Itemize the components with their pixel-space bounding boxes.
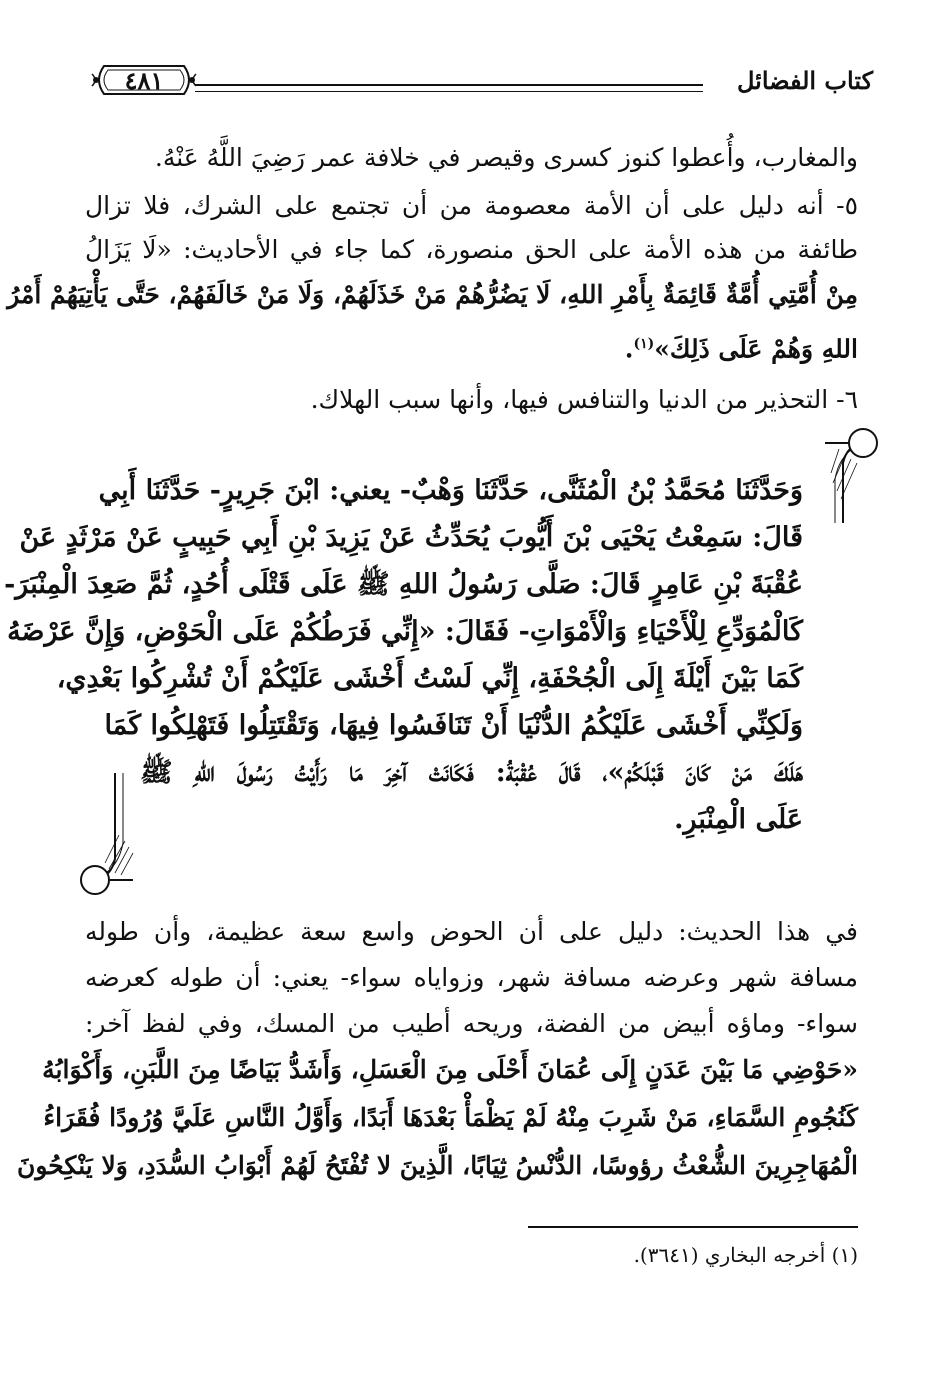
intro-line: والمغارب، وأُعطوا كنوز كسرى وقيصر في خلافة عمر رَضِيَ اللَّهُ عَنْهُ.: [154, 143, 858, 172]
point6-line: ٦- التحذير من الدنيا والتنافس فيها، وأنها سبب الهلاك.: [310, 385, 858, 414]
point5-line4-text: اللهِ وَهُمْ عَلَى ذَلِكَ»: [654, 334, 858, 364]
hadith-line: هَلَكَ مَنْ كَانَ قَبْلَكُمْ»، قَالَ عُقْبَةُ: فَكَانَتْ آخِرَ مَا رَأَيْتُ رَسُولَ اللهِ ﷺ: [140, 757, 803, 788]
commentary-line: سواء- وماؤه أبيض من الفضة، وريحه أطيب من المسك، وفي لفظ آخر:: [85, 1009, 858, 1038]
point5-line3: مِنْ أُمَّتِي أُمَّةٌ قَائِمَةٌ بِأَمْرِ اللهِ، لَا يَضُرُّهُمْ مَنْ خَذَلَهُمْ، وَلَا مَنْ خَالَفَهُمْ، حَتَّى يَأْتِيَهُمْ أَمْرُ: [7, 280, 858, 309]
hadith-line: كَمَا بَيْنَ أَيْلَةَ إِلَى الْجُحْفَةِ، إِنِّي لَسْتُ أَخْشَى عَلَيْكُمْ أَنْ تُشْرِكُوا بَعْدِي،: [56, 663, 803, 694]
footnote: (١) أخرجه البخاري (٣٦٤١).: [633, 1243, 858, 1267]
commentary-line: الْمُهَاجِرِينَ الشُّعْثُ رؤوسًا، الدُّنْسُ ثِيَابًا، الَّذِينَ لا تُفْتَحُ لَهُمْ أَبْوَابُ السُّدَدِ، وَلا يَنْكِحُونَ: [17, 1151, 858, 1180]
commentary-line: مسافة شهر وعرضه مسافة شهر، وزواياه سواء- يعني: أن طوله كعرضه: [85, 963, 858, 992]
footnote-rule: [528, 1226, 858, 1228]
footnote-ref: (١): [633, 336, 655, 352]
commentary-line: في هذا الحديث: دليل على أن الحوض واسع سعة عظيمة، وأن طوله: [85, 917, 858, 946]
book-title: كتاب الفضائل: [736, 66, 873, 95]
hadith-line: وَلَكِنِّي أَخْشَى عَلَيْكُمُ الدُّنْيَا أَنْ تَنَافَسُوا فِيهَا، وَتَقْتَتِلُوا فَتَهْلِكُوا كَمَا: [104, 710, 803, 741]
commentary-line: «حَوْضِي مَا بَيْنَ عَدَنٍ إِلَى عُمَانَ أَحْلَى مِنَ الْعَسَلِ، وَأَشَدُّ بَيَاضًا مِنَ اللَّبَنِ، وَأَكْوَابُهُ: [42, 1055, 858, 1084]
page-number: ٤٨١: [124, 66, 164, 95]
point5-line2: طائفة من هذه الأمة على الحق منصورة، كما جاء في الأحاديث: «لَا يَزَالُ: [85, 235, 858, 264]
header-rule: [195, 84, 703, 92]
point5-line1: ٥- أنه دليل على أن الأمة معصومة من أن تجتمع على الشرك، فلا تزال: [85, 191, 858, 220]
point5-line4-end: .: [624, 334, 634, 364]
hadith-line: كَالْمُوَدِّعِ لِلْأَحْيَاءِ وَالْأَمْوَاتِ- فَقَالَ: «إِنِّي فَرَطُكُمْ عَلَى الْحَوْضِ، وَإِنَّ عَرْضَهُ: [7, 616, 803, 647]
point5-line4: [85, 322, 858, 371]
hadith-line: وَحَدَّثَنَا مُحَمَّدُ بْنُ الْمُثَنَّى، حَدَّثَنَا وَهْبٌ- يعني: ابْنَ جَرِيرٍ- حَدَّثَنَا أَبِي: [98, 475, 803, 506]
page-header: [90, 60, 873, 104]
hadith-line: عُقْبَةَ بْنِ عَامِرٍ قَالَ: صَلَّى رَسُولُ اللهِ ﷺ عَلَى قَتْلَى أُحُدٍ، ثُمَّ صَعِدَ الْمِنْبَرَ-: [4, 569, 803, 600]
hadith-line: قَالَ: سَمِعْتُ يَحْيَى بْنَ أَيُّوبَ يُحَدِّثُ عَنْ يَزِيدَ بْنِ أَبِي حَبِيبٍ عَنْ مَرْثَدٍ عَنْ: [19, 522, 803, 553]
page-number-badge: [90, 60, 198, 100]
commentary-line: كَنُجُومِ السَّمَاءِ، مَنْ شَرِبَ مِنْهُ لَمْ يَظْمَأْ بَعْدَهَا أَبَدًا، وَأَوَّلُ النَّاسِ عَلَيَّ وُرُودًا فُقَرَاءُ: [43, 1103, 858, 1132]
hadith-line: عَلَى الْمِنْبَرِ.: [674, 804, 803, 835]
